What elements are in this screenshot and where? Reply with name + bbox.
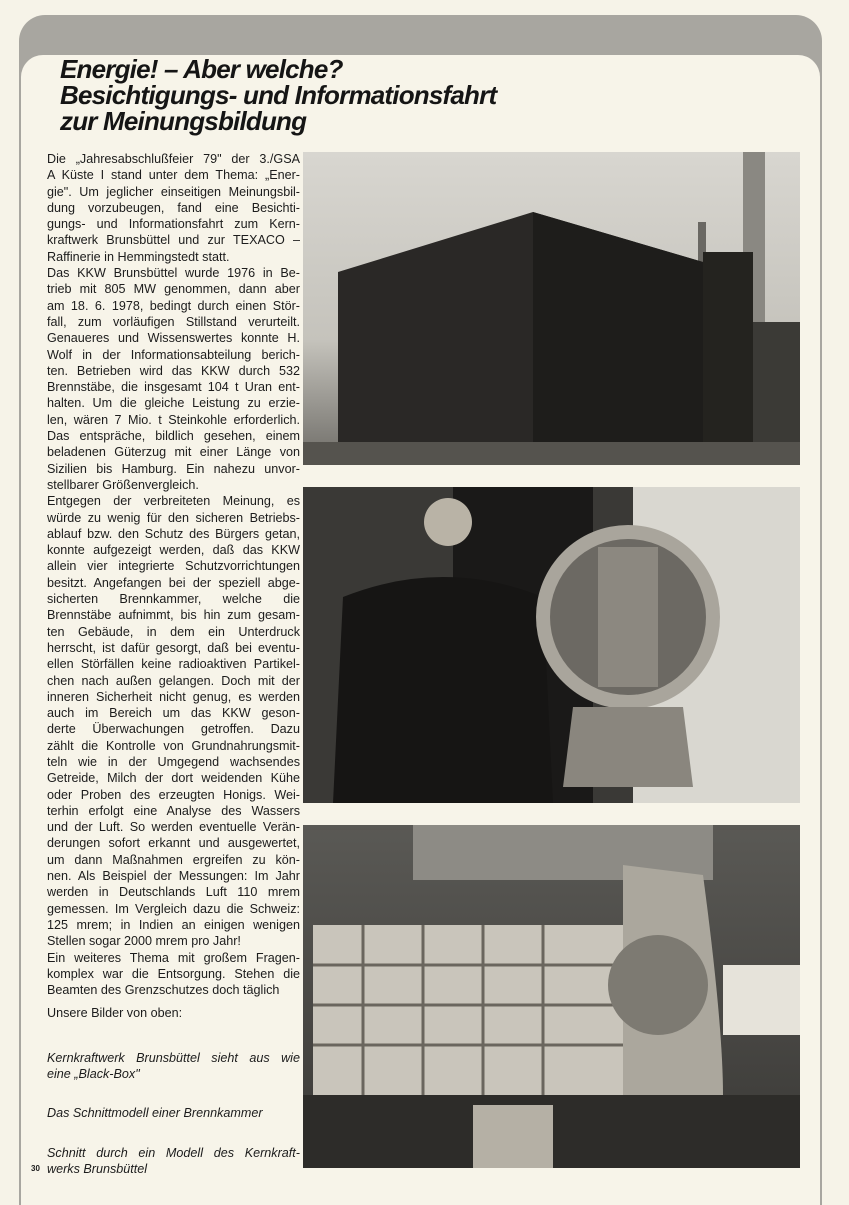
photo-reactor-model	[303, 487, 800, 803]
body-line: dung vorzubeugen, fand eine Besichti-	[47, 200, 300, 215]
captions-intro: Unsere Bilder von oben:	[47, 1006, 183, 1020]
body-line: am 18. 6. 1978, bedingt durch einen Stör-	[47, 298, 300, 313]
body-line: Das entspräche, bildlich gesehen, einem	[47, 429, 300, 444]
body-line: Brennstäbe, die insgesamt 104 t Uran ent-	[47, 380, 300, 395]
body-line: Wolf in der Informationsabteilung berich-	[47, 347, 300, 362]
body-line: nen. Als Beispiel der Messungen: Im Jahr	[47, 869, 300, 884]
body-line: zählt die Kontrolle von Grundnahrungsmit-	[47, 738, 300, 753]
caption-line: Das Schnittmodell einer Brennkammer	[47, 1106, 263, 1120]
body-line: Das KKW Brunsbüttel wurde 1976 in Be-	[47, 266, 300, 281]
body-line: auch im Bereich um das KKW geson-	[47, 706, 300, 721]
photo-power-plant-exterior	[303, 152, 800, 465]
article-title	[60, 56, 496, 134]
body-line: terhin erfolgt eine Analyse des Wassers	[47, 803, 300, 818]
body-line: Die „Jahresabschlußfeier 79" der 3./GSA	[47, 152, 300, 166]
body-line: oder Proben des erzeugten Honigs. Wei-	[47, 787, 300, 802]
body-line: trieb mit 805 MW genommen, dann aber	[47, 282, 300, 297]
body-line: sicherten Brennkammer, welche die	[47, 592, 300, 607]
caption-photo-2	[47, 1105, 300, 1121]
body-line: teln wie in der Umgegend wachsendes	[47, 754, 300, 769]
body-line: würde zu wenig für den sicheren Betriebs-	[47, 510, 300, 525]
caption-photo-1	[47, 1050, 300, 1082]
body-line: Getreide, Milch der dort weidenden Kühe	[47, 771, 300, 786]
caption-line: Schnitt durch ein Modell des Kernkraft-	[47, 1146, 300, 1160]
body-line: gemessen. Im Vergleich dazu die Schweiz:	[47, 901, 300, 916]
title-line: Besichtigungs- und Informationsfahrt	[60, 80, 497, 110]
body-line: halten. Um die gleiche Leistung zu erzie-	[47, 396, 300, 411]
body-line: kraftwerk Brunsbüttel und zur TEXACO –	[47, 233, 300, 248]
body-line: werden in Deutschlands Luft 110 mrem	[47, 885, 300, 900]
body-line: Entgegen der verbreiteten Meinung, es	[47, 494, 300, 509]
body-line: Stellen sogar 2000 mrem pro Jahr!	[47, 934, 241, 949]
body-line: fall, zum vorläufigen Stillstand verurteilt.	[47, 314, 300, 329]
body-line: derungen sofort erkannt und ausgewertet,	[47, 836, 300, 851]
body-line: chen nach außen gelangen. Doch mit der	[47, 673, 300, 688]
photo-plant-cutaway-model	[303, 825, 800, 1168]
body-line: allein vier integrierte Schutzvorrichtungen	[47, 559, 300, 574]
body-line: ten. Betrieben wird das KKW durch 532	[47, 363, 300, 378]
caption-line: werks Brunsbüttel	[47, 1162, 148, 1176]
body-line: stellbarer Größenvergleich.	[47, 477, 199, 492]
body-line: herrscht, ist dafür gesorgt, daß bei eventu-	[47, 640, 300, 655]
body-line: ablauf bzw. den Schutz des Bürgers getan,	[47, 526, 300, 541]
body-line: konnte aufgezeigt werden, daß das KKW	[47, 543, 300, 558]
body-line: gie". Um jeglicher einseitigen Meinungsbil-	[47, 184, 300, 199]
body-line: A Küste I stand unter dem Thema: „Ener-	[47, 168, 300, 183]
body-line: Brennstäbe aufnimmt, bis hin zum gesam-	[47, 608, 300, 623]
body-line: Genaueres und Wissenswertes konnte H.	[47, 331, 300, 346]
body-line: komplex war die Entsorgung. Stehen die	[47, 966, 300, 981]
body-line: beladenen Güterzug mit einer Länge von	[47, 445, 300, 460]
body-line: besitzt. Angefangen bei der speziell abge-	[47, 575, 300, 590]
body-line: Raffinerie in Hemmingstedt statt.	[47, 249, 230, 264]
page-number: 30	[31, 1164, 40, 1173]
title-line: zur Meinungsbildung	[60, 106, 307, 136]
title-line: Energie! – Aber welche?	[60, 54, 343, 84]
caption-photo-3	[47, 1145, 300, 1177]
body-line: um dann Maßnahmen ergreifen zu kön-	[47, 852, 300, 867]
caption-line: eine „Black-Box"	[47, 1067, 140, 1081]
caption-line: Kernkraftwerk Brunsbüttel sieht aus wie	[47, 1051, 300, 1065]
body-line: inneren Sicherheit nicht genug, es werden	[47, 689, 300, 704]
body-line: 125 mrem; in Indien an einigen wenigen	[47, 917, 300, 932]
body-line: gungs- und Informationsfahrt zum Kern-	[47, 217, 300, 232]
body-line: derte Überwachungen getroffen. Dazu	[47, 722, 300, 737]
body-line: und der Luft. So werden eventuelle Verän-	[47, 820, 300, 835]
article-body	[47, 151, 300, 998]
body-line: Sizilien bis Hamburg. Ein nahezu unvor-	[47, 461, 300, 476]
body-line: Ein weiteres Thema mit großem Fragen-	[47, 950, 300, 965]
body-line: len, wären 7 Mio. t Steinkohle erforderlich.	[47, 412, 300, 427]
body-line: ten Gebäude, in dem ein Unterdruck	[47, 624, 300, 639]
body-line: Beamten des Grenzschutzes doch täglich	[47, 983, 280, 998]
body-line: ellen Störfällen keine radioaktiven Partikel-	[47, 657, 300, 672]
